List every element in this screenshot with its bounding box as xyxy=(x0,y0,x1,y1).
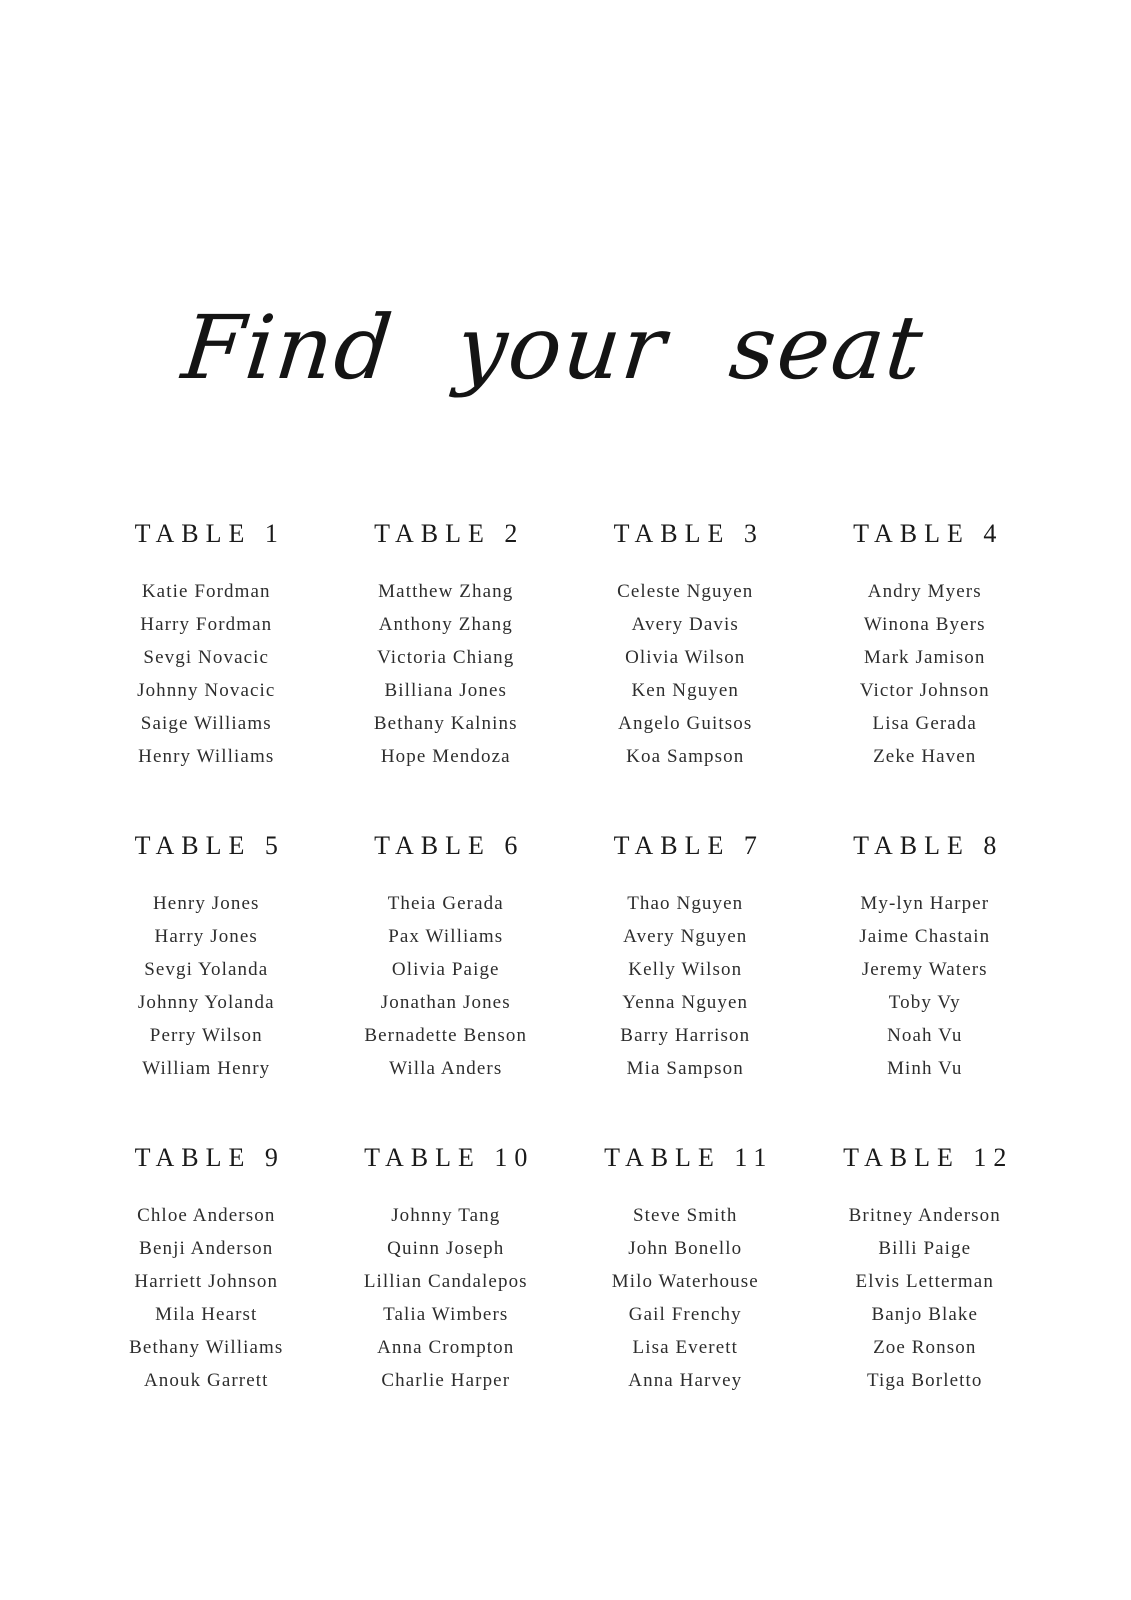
guest-name: Barry Harrison xyxy=(620,1025,751,1047)
guest-name: Steve Smith xyxy=(633,1205,738,1227)
table-label: TABLE 2 xyxy=(374,519,525,549)
guest-name: Jaime Chastain xyxy=(859,926,991,948)
guest-list xyxy=(808,1199,1042,1397)
guest-name: Minh Vu xyxy=(887,1058,963,1080)
guest-list xyxy=(329,575,563,773)
guest-name: Katie Fordman xyxy=(141,581,271,603)
guest-name: Henry Jones xyxy=(152,893,260,915)
guest-list xyxy=(90,887,324,1085)
table-label: TABLE 10 xyxy=(364,1143,535,1173)
table-card-11 xyxy=(569,1141,803,1397)
guest-name: Bethany Kalnins xyxy=(373,713,518,735)
guest-name: Harriett Johnson xyxy=(134,1271,279,1293)
table-card-10 xyxy=(329,1141,563,1397)
guest-name: Mila Hearst xyxy=(155,1304,258,1326)
guest-name: Harry Fordman xyxy=(140,614,273,636)
guest-name: Hope Mendoza xyxy=(380,746,511,768)
guest-list xyxy=(569,1199,803,1397)
guest-name: Lillian Candalepos xyxy=(363,1271,528,1293)
guest-name: Banjo Blake xyxy=(871,1304,979,1326)
guest-name: Anthony Zhang xyxy=(378,614,513,636)
guest-name: Noah Vu xyxy=(887,1025,963,1047)
guest-name: Kelly Wilson xyxy=(628,959,743,981)
guest-name: Harry Jones xyxy=(154,926,258,948)
guest-name: Koa Sampson xyxy=(626,746,745,768)
guest-name: Avery Nguyen xyxy=(623,926,748,948)
guest-name: Yenna Nguyen xyxy=(622,992,749,1014)
guest-name: Johnny Tang xyxy=(391,1205,501,1227)
guest-name: Sevgi Novacic xyxy=(143,647,270,669)
guest-name: Tiga Borletto xyxy=(867,1370,983,1392)
guest-name: Britney Anderson xyxy=(848,1205,1001,1227)
guest-name: Billiana Jones xyxy=(384,680,508,702)
guest-name: Olivia Paige xyxy=(391,959,500,981)
guest-name: Chloe Anderson xyxy=(137,1205,276,1227)
guest-name: Charlie Harper xyxy=(381,1370,511,1392)
guest-name: Henry Williams xyxy=(138,746,275,768)
guest-name: Angelo Guitsos xyxy=(618,713,753,735)
table-card-1 xyxy=(90,517,324,773)
table-label: TABLE 8 xyxy=(853,831,1004,861)
table-label: TABLE 3 xyxy=(613,519,764,549)
guest-list xyxy=(90,575,324,773)
guest-name: Pax Williams xyxy=(388,926,504,948)
guest-name: Theia Gerada xyxy=(387,893,504,915)
guest-name: Avery Davis xyxy=(631,614,739,636)
guest-name: Jonathan Jones xyxy=(380,992,511,1014)
guest-name: My-lyn Harper xyxy=(860,893,990,915)
page-title: Find your seat xyxy=(177,295,930,399)
table-label: TABLE 7 xyxy=(613,831,764,861)
guest-name: John Bonello xyxy=(628,1238,743,1260)
guest-name: Thao Nguyen xyxy=(627,893,744,915)
guest-name: Zeke Haven xyxy=(873,746,977,768)
guest-name: Anna Harvey xyxy=(628,1370,743,1392)
table-card-12 xyxy=(808,1141,1042,1397)
guest-name: Milo Waterhouse xyxy=(611,1271,759,1293)
guest-name: Billi Paige xyxy=(878,1238,972,1260)
guest-name: Toby Vy xyxy=(888,992,961,1014)
guest-name: Winona Byers xyxy=(863,614,986,636)
guest-name: Willa Anders xyxy=(389,1058,503,1080)
table-card-6 xyxy=(329,829,563,1085)
guest-name: Victor Johnson xyxy=(859,680,990,702)
guest-name: Andry Myers xyxy=(867,581,982,603)
guest-name: Anna Crompton xyxy=(377,1337,515,1359)
guest-name: Jeremy Waters xyxy=(861,959,988,981)
table-label: TABLE 9 xyxy=(134,1143,285,1173)
table-card-2 xyxy=(329,517,563,773)
guest-name: Perry Wilson xyxy=(149,1025,263,1047)
guest-name: Olivia Wilson xyxy=(625,647,746,669)
guest-name: Benji Anderson xyxy=(139,1238,274,1260)
guest-list xyxy=(569,575,803,773)
guest-name: Johnny Novacic xyxy=(137,680,276,702)
guest-name: Sevgi Yolanda xyxy=(144,959,269,981)
tables-grid xyxy=(90,517,1042,1397)
guest-list xyxy=(329,887,563,1085)
guest-name: Bernadette Benson xyxy=(364,1025,528,1047)
guest-name: Mia Sampson xyxy=(626,1058,744,1080)
guest-name: Celeste Nguyen xyxy=(617,581,754,603)
guest-list xyxy=(808,575,1042,773)
table-label: TABLE 1 xyxy=(134,519,285,549)
table-label: TABLE 4 xyxy=(853,519,1004,549)
table-label: TABLE 11 xyxy=(604,1143,774,1173)
guest-name: Quinn Joseph xyxy=(387,1238,505,1260)
guest-name: Bethany Williams xyxy=(129,1337,284,1359)
table-card-3 xyxy=(569,517,803,773)
table-card-4 xyxy=(808,517,1042,773)
guest-name: Zoe Ronson xyxy=(873,1337,977,1359)
guest-name: Lisa Everett xyxy=(632,1337,739,1359)
table-label: TABLE 5 xyxy=(134,831,285,861)
guest-name: Talia Wimbers xyxy=(383,1304,509,1326)
guest-name: Elvis Letterman xyxy=(855,1271,994,1293)
table-card-7 xyxy=(569,829,803,1085)
guest-name: Lisa Gerada xyxy=(872,713,977,735)
guest-name: Gail Frenchy xyxy=(628,1304,742,1326)
guest-list xyxy=(329,1199,563,1397)
guest-name: William Henry xyxy=(142,1058,271,1080)
guest-name: Saige Williams xyxy=(140,713,272,735)
table-label: TABLE 6 xyxy=(374,831,525,861)
guest-name: Ken Nguyen xyxy=(631,680,740,702)
guest-name: Matthew Zhang xyxy=(378,581,514,603)
table-card-8 xyxy=(808,829,1042,1085)
table-card-9 xyxy=(90,1141,324,1397)
guest-name: Victoria Chiang xyxy=(377,647,515,669)
guest-name: Johnny Yolanda xyxy=(137,992,275,1014)
table-label: TABLE 12 xyxy=(843,1143,1014,1173)
table-card-5 xyxy=(90,829,324,1085)
guest-list xyxy=(808,887,1042,1085)
guest-list xyxy=(90,1199,324,1397)
guest-name: Anouk Garrett xyxy=(143,1370,269,1392)
guest-list xyxy=(569,887,803,1085)
guest-name: Mark Jamison xyxy=(864,647,986,669)
